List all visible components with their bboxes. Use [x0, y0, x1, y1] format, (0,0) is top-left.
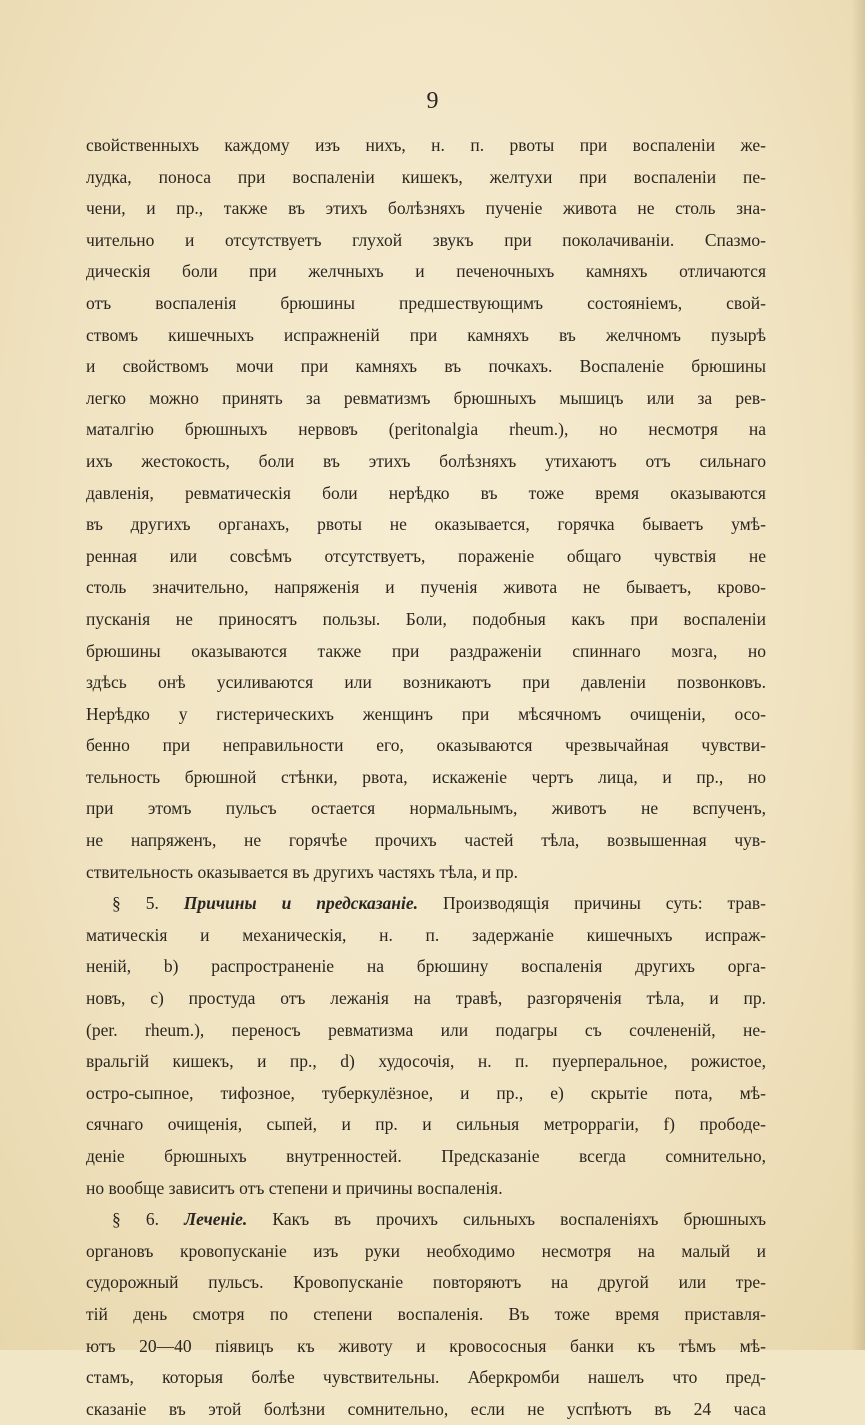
text-line: тій день смотря по степени воспаленія. Въ тоже время приставля-	[86, 1303, 766, 1324]
text-line: давленія, ревматическія боли нерѣдко въ тоже время оказываются	[86, 482, 766, 503]
page-number: 9	[426, 88, 439, 114]
text-line: сячнаго очищенія, сыпей, и пр. и сильныя метроррагіи, f) прободе-	[86, 1114, 766, 1135]
text-line: судорожный пульсъ. Кровопусканіе повторяютъ на другой или тре-	[86, 1272, 766, 1293]
text-line: ствомъ кишечныхъ испражненій при камняхъ въ желчномъ пузырѣ	[86, 324, 766, 345]
text-line: остро-сыпное, тифозное, туберкулёзное, и пр., e) скрытіе пота, мѣ-	[86, 1082, 766, 1103]
text-line: свойственныхъ каждому изъ нихъ, н. п. рвоты при воспаленіи же-	[86, 135, 766, 155]
text-line: но вообще зависитъ отъ степени и причины воспаленія.	[86, 1177, 503, 1198]
text-line: сказаніе въ этой болѣзни сомнительно, если не успѣютъ въ 24 часа	[86, 1398, 766, 1419]
text-line: деніе брюшныхъ внутренностей. Предсказаніе всегда сомнительно,	[86, 1146, 766, 1166]
section-6-first-line: Какъ въ прочихъ сильныхъ воспаленіяхъ брюшныхъ	[272, 1209, 766, 1230]
text-line: Нерѣдко у гистерическихъ женщинъ при мѣсячномъ очищеніи, осо-	[86, 703, 766, 724]
text-line: и свойствомъ мочи при камняхъ въ почкахъ. Воспаленіе брюшины	[86, 356, 766, 377]
text-line: стамъ, которыя болѣе чувствительны. Аберкромби нашелъ что пред-	[86, 1367, 766, 1388]
text-line: маталгію брюшныхъ нервовъ (peritonalgia rheum.), но несмотря на	[86, 419, 766, 440]
text-line: пусканія не приносятъ пользы. Боли, подобныя какъ при воспаленіи	[86, 608, 766, 629]
text-line: брюшины оказываются также при раздраженіи спиннаго мозга, но	[86, 640, 766, 661]
body-text	[86, 130, 766, 1425]
text-line: столь значительно, напряженія и пученія живота не бываетъ, крово-	[86, 577, 766, 598]
text-line: отъ воспаленія брюшины предшествующимъ состояніемъ, свой-	[86, 292, 766, 313]
text-line: не напряженъ, не горячѣе прочихъ частей тѣла, возвышенная чув-	[86, 830, 766, 851]
text-line: органовъ кровопусканіе изъ руки необходимо несмотря на малый и	[86, 1240, 766, 1261]
section-5-heading-line	[86, 888, 766, 920]
text-line: ствительность оказывается въ другихъ частяхъ тѣла, и пр.	[86, 861, 518, 882]
text-line: новъ, c) простуда отъ лежанія на травѣ, разгоряченія тѣла, и пр.	[86, 988, 766, 1009]
text-line: чительно и отсутствуетъ глухой звукъ при поколачиваніи. Спазмо-	[86, 229, 766, 250]
text-line: вральгій кишекъ, и пр., d) худосочія, н. п. пуерперальное, рожистое,	[86, 1051, 766, 1072]
text-line: дическія боли при желчныхъ и печеночныхъ камняхъ отличаются	[86, 261, 766, 282]
text-line: здѣсь онѣ усиливаются или возникаютъ при давленіи позвонковъ.	[86, 672, 766, 693]
text-line: при этомъ пульсъ остается нормальнымъ, животъ не вспученъ,	[86, 798, 766, 819]
page-edge-shadow	[851, 0, 865, 1350]
section-5-title: Причины и предсказаніе.	[183, 893, 419, 914]
text-line: ренная или совсѣмъ отсутствуетъ, пораженіе общаго чувствія не	[86, 545, 766, 566]
section-5-number: § 5.	[112, 893, 159, 914]
text-line: неній, b) распространеніе на брюшину воспаленія другихъ орга-	[86, 956, 766, 977]
section-5-first-line: Производящія причины суть: трав-	[442, 893, 766, 914]
section-6-title: Леченіе.	[184, 1209, 248, 1230]
text-line: легко можно принять за ревматизмъ брюшныхъ мышицъ или за рев-	[86, 387, 766, 408]
text-line: бенно при неправильности его, оказываются чрезвычайная чувстви-	[86, 735, 766, 756]
text-line: ихъ жестокость, боли въ этихъ болѣзняхъ утихаютъ отъ сильнаго	[86, 450, 766, 471]
text-line: ютъ 20—40 піявицъ къ животу и кровососныя банки къ тѣмъ мѣ-	[86, 1335, 766, 1356]
text-line: лудка, поноса при воспаленіи кишекъ, желтухи при воспаленіи пе-	[86, 166, 766, 187]
text-line: въ другихъ органахъ, рвоты не оказывается, горячка бываетъ умѣ-	[86, 514, 766, 535]
text-line: чени, и пр., также въ этихъ болѣзняхъ пученіе живота не столь зна-	[86, 198, 766, 219]
text-line: (per. rheum.), переносъ ревматизма или подагры съ сочлененій, не-	[86, 1019, 766, 1040]
section-6-number: § 6.	[112, 1209, 159, 1230]
text-line: матическія и механическія, н. п. задержаніе кишечныхъ испраж-	[86, 924, 766, 945]
text-line: тельность брюшной стѣнки, рвота, искаженіе чертъ лица, и пр., но	[86, 766, 766, 787]
section-6-heading-line	[86, 1204, 766, 1236]
